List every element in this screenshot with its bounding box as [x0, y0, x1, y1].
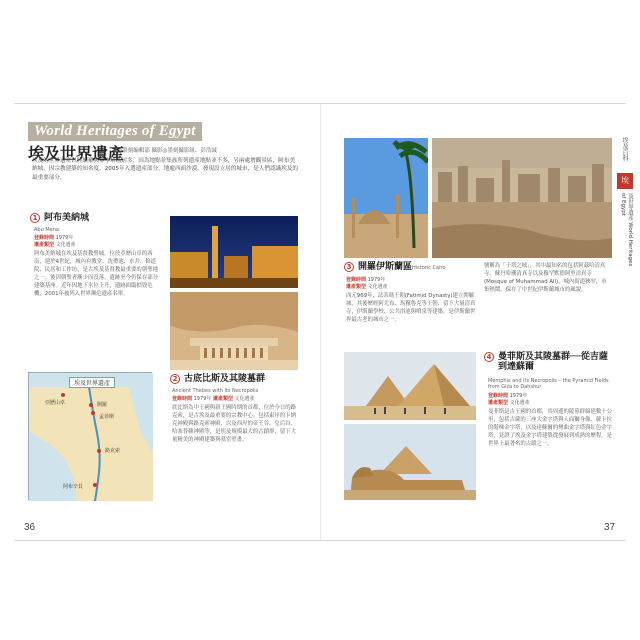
section-3-title: [344, 262, 412, 272]
map-graphic: [29, 373, 153, 501]
section-1-type: 遺產類型 文化遺產: [34, 242, 76, 248]
section-2-body: 底比斯為中王國與新王國時期的首都，位於今日的路克索，是古埃及最重要的宗教中心。包括東岸的卡納克神殿與路克索神殿，以及西岸的帝王谷、皇后谷、哈塞普蘇神殿等，是埃及規模最大的古蹟群，留下大量精美的神殿建築與墓室壁畫。: [172, 405, 296, 443]
giza-pyramids-photo: [344, 352, 476, 420]
intro-paragraph: 埃及的世界遺產以陸續羅與金字塔區居多，因為地點並集族所列遺產地點並不多，另兩處增觀景區，阿布美納城，因宗教建築的知名度，2005年入選遺產部分，地處西面沙漠，發現設立居的城市，是人們認識埃及的最重要部分。: [32, 158, 298, 181]
hatshepsut-temple-photo: [170, 292, 298, 370]
section-number: 3: [344, 262, 354, 272]
section-4-en: Memphis and its Necropolis – the Pyramid Fields from Giza to Dahshur: [488, 378, 609, 390]
sphinx-photo: [344, 424, 476, 500]
section-3-en: Historic Cairo: [412, 265, 446, 271]
heading-zh: 埃及世界遺產: [28, 144, 125, 163]
section-3-body: 西元969年，法蒂瑪王朝(Fatimid Dynasty)建立開羅城，其後歷經阿尤布、馬穆魯克等王朝，留下大量清真寺、伊斯蘭學校、公共浴池與噴泉等建築，是伊斯蘭世界最古老的城市之一。: [346, 293, 476, 323]
side-tab-category: 埃及百科: [621, 137, 628, 161]
section-2-en: Ancient Thebes with its Necropolis: [172, 388, 259, 394]
luxor-temple-night-photo: [170, 216, 298, 288]
section-4-body: 曼菲斯是古王國的首都，其周邊的陵墓群綿延數十公里，包括吉薩的三座大金字塔與人面獅身像、薩卡拉的階梯金字塔，以及達蘇爾的彎曲金字塔與紅色金字塔，見證了埃及金字塔建築從發展到成熟的歷程，是世界上最著名的古蹟之一。: [488, 409, 612, 447]
page-number-right: 37: [604, 522, 616, 533]
map-label: 路克索: [105, 448, 121, 454]
egypt-map: [28, 372, 152, 500]
side-tab-title: 及世界遺產 World Heritages of Egypt: [620, 193, 633, 267]
section-name: 古底比斯及其陵墓群: [184, 374, 266, 384]
section-3-type: 遺產類型 文化遺產: [346, 284, 388, 290]
section-2-year: 登錄時間 1979年 遺產類型 文化遺產: [172, 396, 255, 402]
side-tab-badge: 埃: [617, 173, 633, 189]
heading-en: World Heritages of Egypt: [28, 122, 202, 141]
section-4-type: 遺產類型 文化遺產: [488, 400, 530, 406]
cairo-mosque-photo: [344, 138, 428, 258]
map-label: 阿布辛貝: [63, 484, 84, 490]
map-label: 孟菲斯: [99, 414, 115, 420]
section-3-year: 登錄時間 1979年: [346, 277, 386, 283]
section-1-en: Abu Mena: [34, 227, 59, 233]
section-3-body-continued: 號稱為「千塔之城」，其中最知名的包括阿茲哈清真寺、蘇丹哈珊清真寺以及穆罕默德阿里清真寺(Mosque of Muhammad Ali)，城內街道狹窄，市集熱鬧，保存了中世紀伊斯蘭城市的風貌。: [484, 263, 607, 293]
credits: 文◎墨刻編輯部 攝影◎墨刻攝影組、彭浩誠: [112, 148, 217, 154]
section-name: 開羅伊斯蘭區: [358, 262, 413, 272]
map-label: 亞歷山卓: [45, 400, 66, 406]
page-number-left: 36: [24, 522, 36, 533]
gutter: [320, 104, 321, 540]
section-4-year: 登錄時間 1979年: [488, 393, 528, 399]
section-1-title: [30, 213, 89, 223]
section-number: 1: [30, 213, 40, 223]
section-1-body: 阿布美納城在埃及基督教聖城，位於亞歷山卓的西南，建於4世紀，城內有教堂、洗禮池、水井、修道院、民居和工作坊，是古埃及基督教最重要的朝聖地之一。後因朝聖者漸少而沒落，遺跡至今仍保存部分建築基座。近年因地下水位上升，遺跡面臨損毀危機，2001年被列入世界瀕危遺產名單。: [34, 251, 158, 297]
section-number: 4: [484, 352, 494, 362]
section-2-title: [170, 374, 265, 384]
section-name: 曼菲斯及其陵墓群──從吉薩到達蘇爾: [498, 352, 608, 372]
section-4-title: [484, 352, 614, 372]
map-title: 埃及世界遺產: [69, 377, 115, 388]
map-label: 開羅: [97, 402, 108, 408]
section-1-year: 登錄時間 1979年: [34, 235, 74, 241]
cairo-skyline-photo: [432, 138, 612, 258]
section-number: 2: [170, 374, 180, 384]
chapter-side-tab[interactable]: [616, 137, 634, 273]
section-name: 阿布美納城: [44, 213, 90, 223]
